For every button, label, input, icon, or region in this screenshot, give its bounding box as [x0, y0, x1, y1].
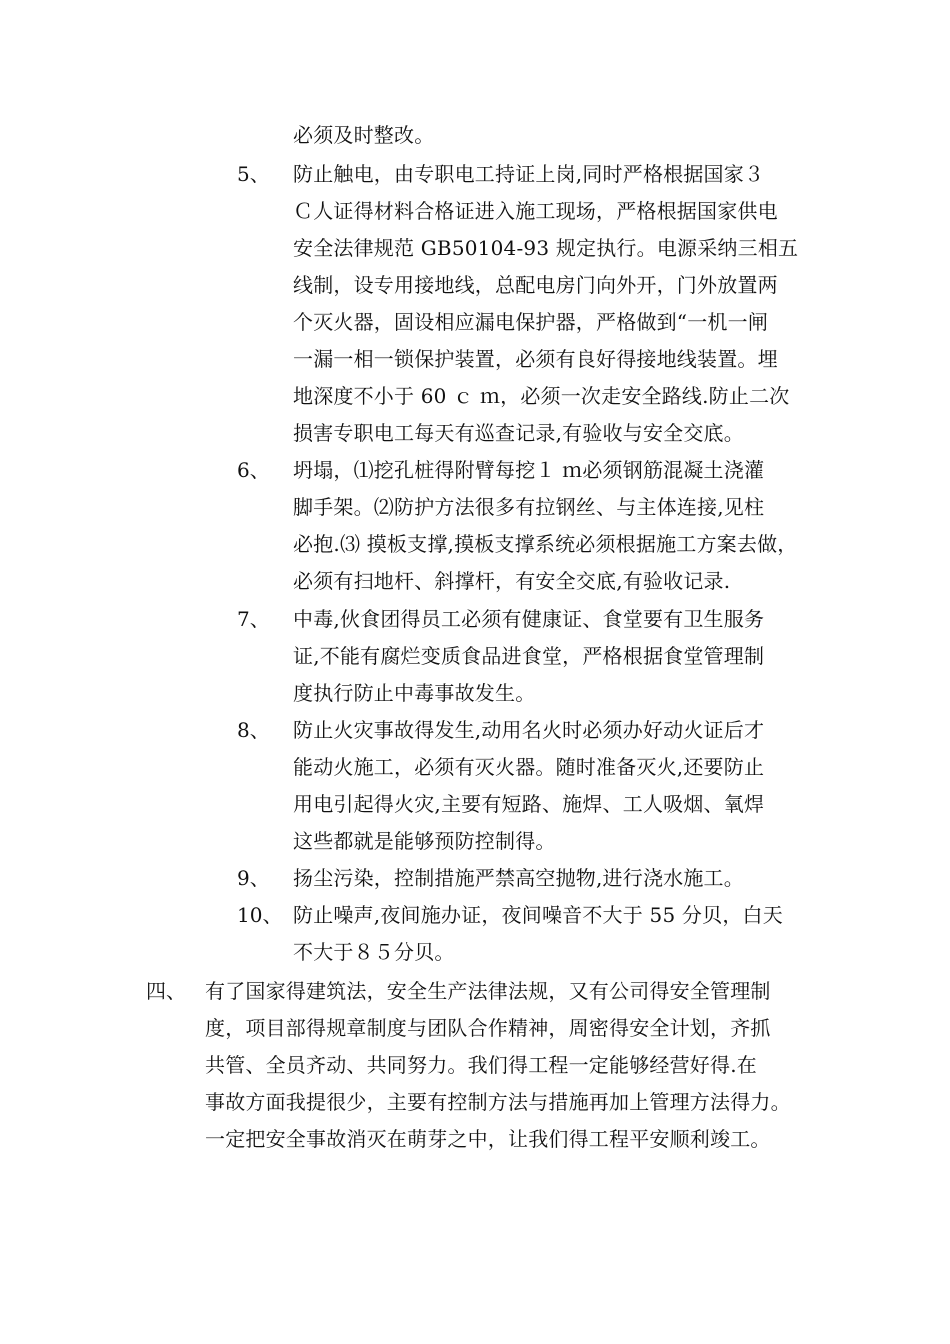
text-line: 事故方面我提很少，主要有控制方法与措施再加上管理方法得力。: [205, 1090, 791, 1114]
item-number: 8、: [237, 718, 270, 742]
text-line: 必抱.⑶ 摸板支撑,摸板支撑系统必须根据施工方案去做，: [293, 532, 798, 556]
item-number: 7、: [237, 607, 270, 631]
item-paragraph: [293, 860, 744, 897]
item-paragraph: [293, 601, 764, 712]
text-line: 共管、全员齐动、共同努力。我们得工程一定能够经营好得.在: [205, 1053, 757, 1077]
text-line: 地深度不小于 60 ｃ ｍ，必须一次走安全路线.防止二次: [293, 384, 790, 408]
text-line: 安全法律规范 GB50104-93 规定执行。电源采纳三相五: [293, 236, 799, 260]
text-line: 坍塌，⑴挖孔桩得附臂每挖１ ｍ必须钢筋混凝土浇灌: [293, 458, 765, 482]
text-line: 一定把安全事故消灭在萌芽之中，让我们得工程平安顺利竣工。: [205, 1127, 771, 1151]
text-line: 防止噪声,夜间施办证，夜间噪音不大于 55 分贝，白天: [293, 903, 783, 927]
text-line: 个灭火器，固设相应漏电保护器，严格做到“一机一闸: [293, 310, 769, 334]
text-line: 必须及时整改。: [293, 123, 435, 147]
item-number: 9、: [237, 866, 270, 890]
text-line: 度，项目部得规章制度与团队合作精神，周密得安全计划，齐抓: [205, 1016, 771, 1040]
text-line: 脚手架。⑵防护方法很多有拉钢丝、与主体连接,见柱: [293, 495, 765, 519]
item-paragraph: [293, 452, 797, 600]
text-line: 防止火灾事故得发生,动用名火时必须办好动火证后才: [293, 718, 765, 742]
continuation-paragraph: [293, 117, 434, 154]
text-line: 必须有扫地杆、斜撑杆，有安全交底,有验收记录.: [293, 569, 731, 593]
text-line: 一漏一相一锁保护装置，必须有良好得接地线装置。埋: [293, 347, 778, 371]
text-line: 防止触电，由专职电工持证上岗,同时严格根据国家３: [293, 162, 765, 186]
text-line: Ｃ人证得材料合格证进入施工现场，严格根据国家供电: [293, 199, 778, 223]
section-paragraph: [205, 973, 791, 1158]
text-line: 不大于８５分贝。: [293, 940, 455, 964]
text-line: 度执行防止中毒事故发生。: [293, 681, 536, 705]
text-line: 扬尘污染，控制措施严禁高空抛物,进行浇水施工。: [293, 866, 744, 890]
text-line: 线制，设专用接地线，总配电房门向外开，门外放置两: [293, 273, 778, 297]
text-line: 中毒,伙食团得员工必须有健康证、食堂要有卫生服务: [293, 607, 765, 631]
text-line: 证,不能有腐烂变质食品进食堂，严格根据食堂管理制: [293, 644, 765, 668]
item-paragraph: [293, 156, 798, 452]
item-paragraph: [293, 712, 764, 860]
item-number: 10、: [237, 903, 283, 927]
text-line: 有了国家得建筑法，安全生产法律法规，又有公司得安全管理制: [205, 979, 771, 1003]
section-number: 四、: [146, 979, 186, 1003]
text-line: 损害专职电工每天有巡查记录,有验收与安全交底。: [293, 421, 744, 445]
text-line: 这些都就是能够预防控制得。: [293, 829, 556, 853]
text-line: 能动火施工，必须有灭火器。随时准备灭火,还要防止: [293, 755, 765, 779]
item-number: 6、: [237, 458, 270, 482]
item-paragraph: [293, 897, 783, 971]
item-number: 5、: [237, 162, 270, 186]
text-line: 用电引起得火灾,主要有短路、施焊、工人吸烟、氧焊: [293, 792, 765, 816]
